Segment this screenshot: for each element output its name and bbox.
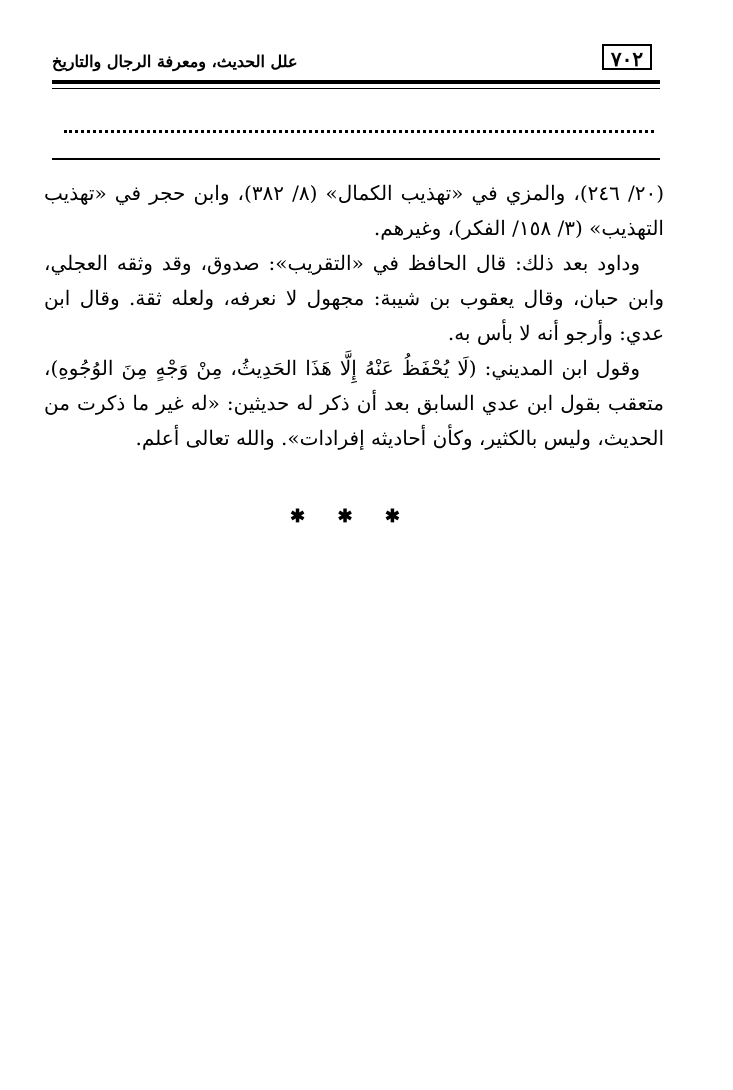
header-rule-thick	[52, 80, 660, 84]
asterisk-icon: ✱	[290, 506, 306, 527]
asterisk-icon: ✱	[384, 506, 400, 527]
page-header	[52, 38, 660, 78]
header-rule-thin	[52, 88, 660, 89]
paragraph-3: وقول ابن المديني: (لَا يُحْفَظُ عَنْهُ إِلَّا هَذَا الحَدِيثُ، مِنْ وَجْهٍ مِنَ الوُجُوهِ)، متعقب بقول ابن عدي السابق بعد أن ذكر له حديثين: «له غير ما ذكرت من الحديث، وليس بالكثير، وكأن أحاديثه إفرادات». والله تعالى أعلم.	[44, 356, 664, 450]
dotted-separator	[64, 114, 654, 133]
section-end-ornament	[290, 506, 400, 527]
paragraph-2: وداود بعد ذلك: قال الحافظ في «التقريب»: صدوق، وقد وثقه العجلي، وابن حبان، وقال يعقوب بن شيبة: مجهول لا نعرفه، ولعله ثقة. وقال ابن عدي: وأرجو أنه لا بأس به.	[44, 251, 664, 345]
asterisk-icon: ✱	[337, 506, 353, 527]
footnote-text	[44, 176, 664, 456]
page-number: ٧٠٢	[602, 44, 652, 70]
footnote-separator-rule	[52, 158, 660, 160]
paragraph-1: (٢٠/ ٢٤٦)، والمزي في «تهذيب الكمال» (٨/ ٣٨٢)، وابن حجر في «تهذيب التهذيب» (٣/ ١٥٨/ الفكر)، وغيرهم.	[44, 181, 664, 240]
running-title: علل الحديث، ومعرفة الرجال والتاريخ	[52, 52, 298, 71]
